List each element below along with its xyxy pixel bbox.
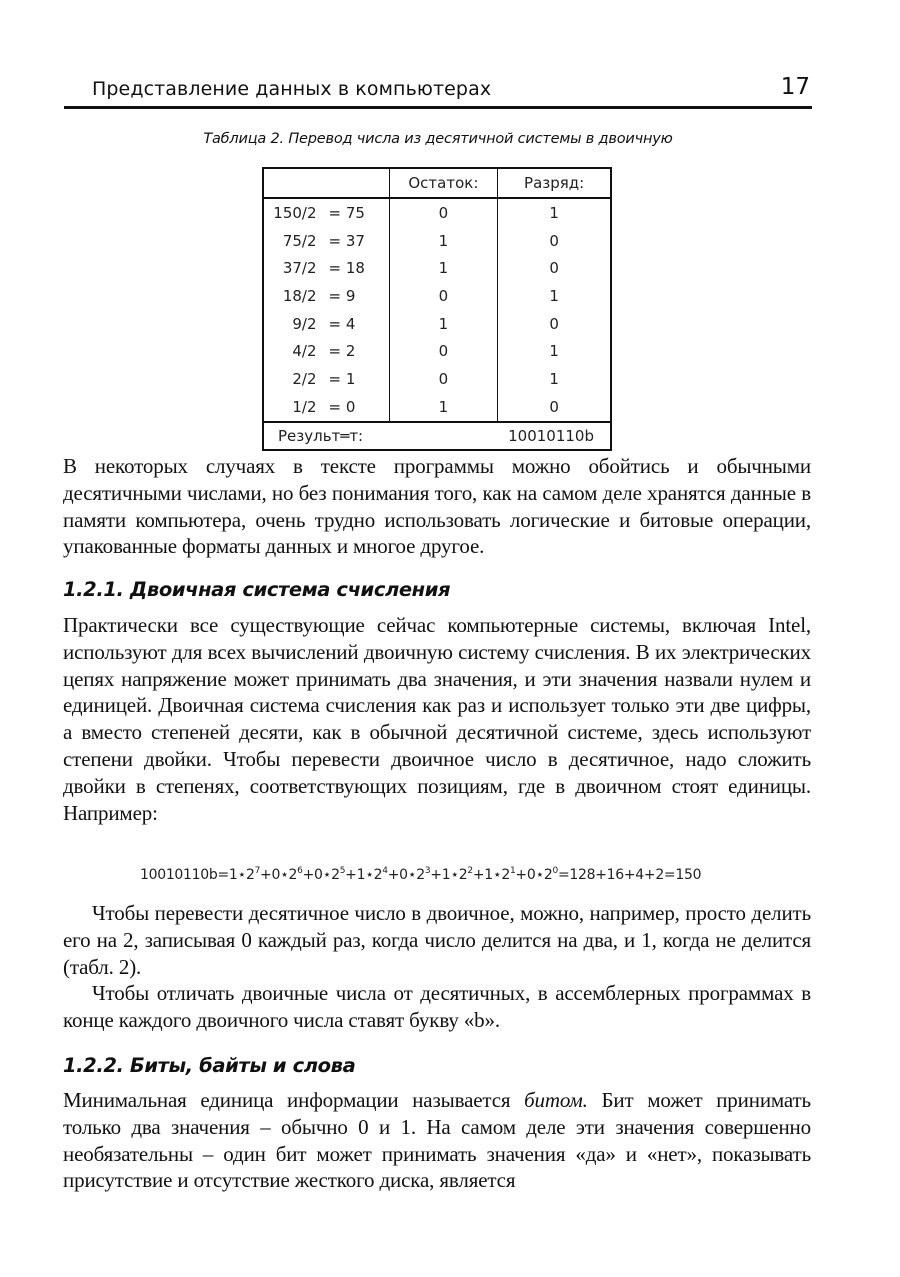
table-header-row	[263, 168, 611, 198]
operation-cell: 2/2 = 1	[263, 365, 389, 393]
remainder-cell: 1	[389, 227, 498, 255]
paragraph-decimal-to-binary: Чтобы перевести десятичное число в двоичное, можно, например, просто делить его на 2, записывая 0 каждый раз, когда число делится на два, и 1, когда не делится (табл. 2).	[63, 901, 811, 979]
operation-cell: 150/2 = 75	[263, 198, 389, 227]
formula-term: $1⋆2^2$	[441, 866, 473, 883]
section-heading-1-2-1: 1.2.1. Двоичная система счисления	[63, 578, 451, 601]
formula-term: $0⋆2^3$	[399, 866, 431, 883]
remainder-cell: 1	[389, 310, 498, 338]
bits-paragraph-block	[63, 1087, 811, 1194]
column-header-operation	[263, 168, 389, 198]
section-heading-1-2-2: 1.2.2. Биты, байты и слова	[63, 1054, 356, 1077]
paragraph-intro: В некоторых случаях в тексте программы можно обойтись и обычными десятичными числами, но без понимания того, как на самом деле хранятся данные в памяти компьютера, очень трудно использовать логические и битовые операции, упакованные форматы данных и многое другое.	[63, 454, 811, 559]
column-header-bit: Разряд:	[498, 168, 611, 198]
intro-paragraph-block	[63, 453, 811, 560]
bit-cell: 0	[549, 314, 559, 333]
bit-cell: 1	[549, 342, 559, 361]
paragraph-bits: Минимальная единица информации называется битом. Бит может принимать только два значения – обычно 0 и 1. На самом деле эти значения совершенно необязательны – один бит может принимать значения «да» и «нет», показывать присутствие и отсутствие жесткого диска, является	[63, 1088, 811, 1193]
formula-term: $1⋆2^7$	[228, 866, 261, 883]
table-caption	[0, 131, 900, 147]
result-label: Результ═т:	[263, 422, 498, 450]
conversion-paragraph-block	[63, 900, 811, 1034]
remainder-cell: 1	[389, 254, 498, 282]
table-row	[263, 393, 611, 422]
result-value: 10010110b	[498, 422, 611, 450]
operation-cell: 37/2 = 18	[263, 254, 389, 282]
operation-cell: 1/2 = 0	[263, 393, 389, 422]
paragraph-binary-system: Практически все существующие сейчас компьютерные системы, включая Intel, используют для всех вычислений двоичную систему счисления. В их электрических цепях напряжение может принимать два значения, и эти значения назвали нулем и единицей. Двоичная система счисления как раз и использует только эти две цифры, а вместо степеней десяти, как в обычной десятичной системе, здесь используют степени двойки. Чтобы перевести двоичное число в десятичное, надо сложить двойки в степенях, соответствующих позициям, где в двоичном стоят единицы. Например:	[63, 613, 811, 825]
table-row	[263, 198, 611, 227]
operation-cell: 18/2 = 9	[263, 282, 389, 310]
operation-cell: 4/2 = 2	[263, 337, 389, 365]
conversion-table	[262, 167, 612, 451]
bit-cell: 1	[549, 286, 559, 305]
column-header-remainder: Остаток:	[389, 168, 498, 198]
table-caption-text: Таблица 2. Перевод числа из десятичной системы в двоичную	[203, 131, 673, 147]
page-number: 17	[780, 74, 810, 100]
table-row	[263, 337, 611, 365]
remainder-cell: 1	[389, 393, 498, 422]
table-row	[263, 254, 611, 282]
formula-term: $0⋆2^0$	[526, 866, 558, 883]
bit-cell: 0	[549, 397, 559, 416]
table-row	[263, 365, 611, 393]
table-row	[263, 310, 611, 338]
bit-cell: 1	[549, 203, 559, 222]
bit-cell: 0	[549, 259, 559, 278]
table-row	[263, 282, 611, 310]
operation-cell: 9/2 = 4	[263, 310, 389, 338]
chapter-title: Представление данных в компьютерах	[92, 78, 492, 100]
remainder-cell: 0	[389, 282, 498, 310]
remainder-cell: 0	[389, 365, 498, 393]
term-bit: битом.	[524, 1088, 588, 1112]
binary-expansion-formula: $10010110b=1⋆2^7+0⋆2^6+0⋆2^5+1⋆2^4+0⋆2^3+1⋆2^2+1⋆2^1+0⋆2^0=128+16+4+2=150$	[140, 866, 702, 883]
running-header	[64, 74, 812, 109]
paragraph-b-suffix: Чтобы отличать двоичные числа от десятичных, в ассемблерных программах в конце каждого двоичного числа ставят букву «b».	[63, 981, 811, 1033]
formula-term: $0⋆2^5$	[314, 866, 346, 883]
remainder-cell: 0	[389, 198, 498, 227]
bit-cell: 0	[549, 231, 559, 250]
formula-term: $0⋆2^6$	[271, 866, 303, 883]
result-row	[263, 422, 611, 450]
formula-lhs: 10010110b=	[140, 867, 229, 883]
binary-paragraph-block	[63, 612, 811, 826]
table-row	[263, 227, 611, 255]
operation-cell: 75/2 = 37	[263, 227, 389, 255]
formula-term: $1⋆2^1$	[484, 866, 516, 883]
formula-rhs: =128+16+4+2=150	[557, 867, 702, 883]
bit-cell: 1	[549, 369, 559, 388]
formula-term: $1⋆2^4$	[356, 866, 388, 883]
remainder-cell: 0	[389, 337, 498, 365]
